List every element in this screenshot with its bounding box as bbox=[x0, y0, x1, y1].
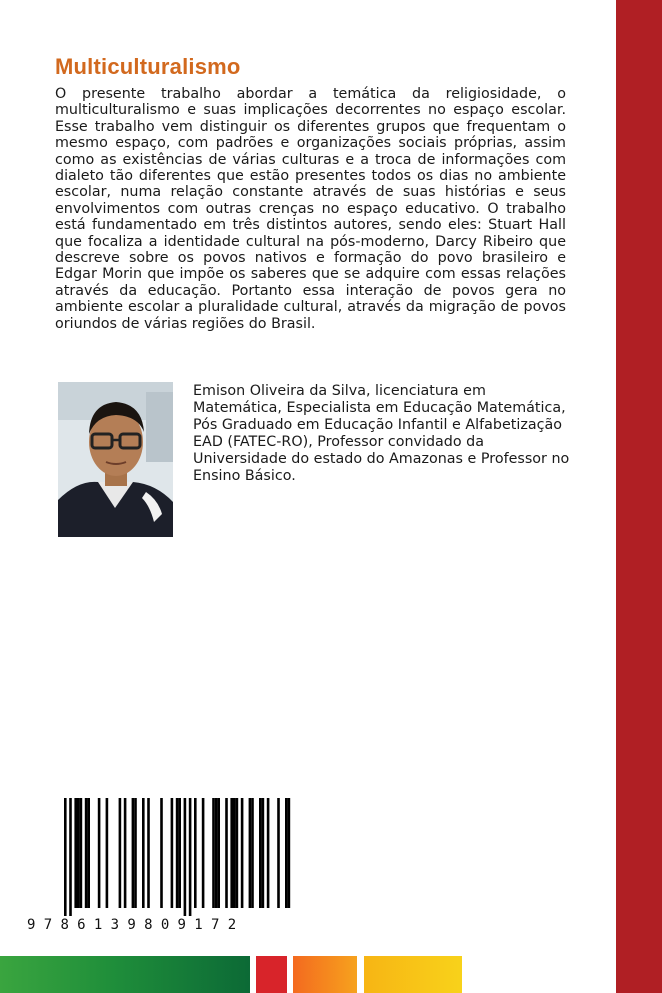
barcode-bar bbox=[87, 798, 90, 908]
barcode-bar bbox=[262, 798, 265, 908]
barcode-bar bbox=[236, 798, 239, 908]
footer-stripe-yellow bbox=[364, 956, 462, 993]
barcode-bar bbox=[277, 798, 280, 908]
barcode-bar bbox=[249, 798, 252, 908]
barcode-bar bbox=[217, 798, 220, 908]
book-abstract: O presente trabalho abordar a temática da religiosidade, o multiculturalismo e suas implicações decorrentes no espaço escolar. Esse trabalho vem distinguir os diferentes grupos que frequentam o mesmo espaço, com padrões e organizações sociais próprias, assim como as existências de várias culturas e a troca de informações com dialeto tão diferentes que estão presentes todos os dias no ambiente escolar, numa relação constante através de suas histórias e seus envolvimentos com outras crenças no espaço educativo. O trabalho está fundamentado em três distintos autores, sendo eles: Stuart Hall que focaliza a identidade cultural na pós-moderno, Darcy Ribeiro que descreve sobre os povos nativos e formação do povo brasileiro e Edgar Morin que impõe os saberes que se adquire com essas relações através da educação. Portanto essa interação de povos gera no ambiente escolar a pluralidade cultural, através da migração de povos oriundos de várias regiões do Brasil. bbox=[55, 86, 566, 332]
author-portrait-illustration bbox=[58, 382, 173, 537]
barcode-bars bbox=[30, 790, 292, 920]
barcode-bar bbox=[80, 798, 83, 908]
barcode-bar bbox=[184, 798, 187, 916]
side-color-band bbox=[616, 0, 662, 993]
barcode-bar bbox=[194, 798, 197, 908]
barcode-bar bbox=[64, 798, 67, 916]
barcode-bar bbox=[233, 798, 236, 908]
barcode-bar bbox=[212, 798, 215, 908]
barcode-bar bbox=[69, 798, 72, 916]
barcode-bar bbox=[202, 798, 205, 908]
barcode-bar bbox=[142, 798, 145, 908]
author-bio: Emison Oliveira da Silva, licenciatura em Matemática, Especialista em Educação Matemática, Pós Graduado em Educação Infantil e Alfabetização EAD (FATEC-RO), Professor convidado da Universidade do estado do Amazonas e Professor no Ensino Básico. bbox=[193, 383, 570, 484]
barcode-bar bbox=[134, 798, 137, 908]
barcode-bar bbox=[147, 798, 150, 908]
barcode-bar bbox=[225, 798, 228, 908]
footer-stripe-red bbox=[256, 956, 287, 993]
barcode-bar bbox=[124, 798, 127, 908]
barcode-bar bbox=[251, 798, 254, 908]
barcode-bar bbox=[160, 798, 163, 908]
barcode-bar bbox=[189, 798, 192, 916]
barcode-bar bbox=[288, 798, 291, 908]
barcode-bar bbox=[74, 798, 77, 908]
barcode-bar bbox=[119, 798, 122, 908]
barcode-bar bbox=[171, 798, 174, 908]
barcode-bar bbox=[85, 798, 88, 908]
barcode-bar bbox=[241, 798, 244, 908]
footer-stripe-orange bbox=[293, 956, 357, 993]
barcode-bar bbox=[259, 798, 262, 908]
barcode-bar bbox=[267, 798, 270, 908]
barcode-bar bbox=[285, 798, 288, 908]
barcode-bar bbox=[98, 798, 101, 908]
barcode-bar bbox=[178, 798, 181, 908]
barcode-bar bbox=[106, 798, 109, 908]
footer-stripe-green bbox=[0, 956, 250, 993]
barcode-bar bbox=[77, 798, 80, 908]
book-title: Multiculturalismo bbox=[55, 54, 241, 79]
barcode-bar bbox=[132, 798, 135, 908]
barcode-bar bbox=[176, 798, 179, 908]
barcode-bar bbox=[230, 798, 233, 908]
isbn-number: 9786139809172 bbox=[27, 917, 245, 933]
barcode-bar bbox=[215, 798, 218, 908]
author-photo bbox=[58, 382, 173, 537]
